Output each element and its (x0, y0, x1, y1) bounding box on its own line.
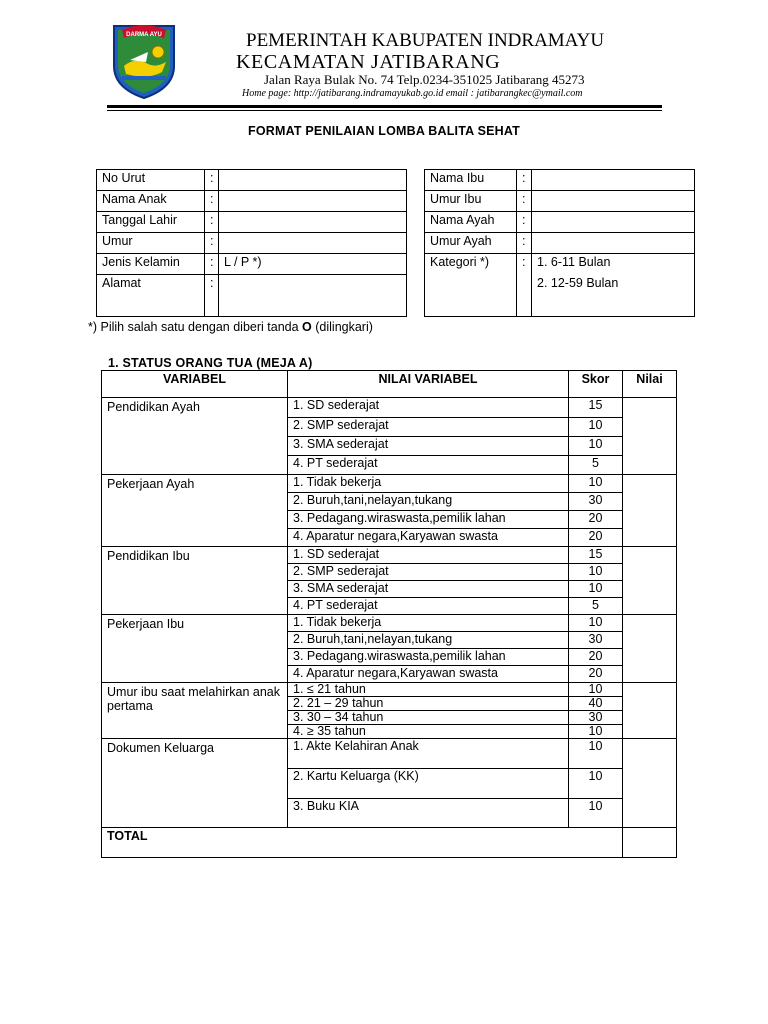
identity-row (97, 254, 695, 275)
option-cell: 2. 21 – 29 tahun (288, 697, 569, 711)
office-contact: Home page: http://jatibarang.indramayukab.go.id email : jatibarangkec@ymail.com (242, 88, 583, 99)
identity-row (97, 212, 695, 233)
kategori-field[interactable] (532, 254, 695, 317)
option-cell: 3. SMA sederajat (288, 437, 569, 456)
table-row (102, 739, 677, 769)
variable-cell: Pekerjaan Ibu (102, 615, 288, 683)
identity-colon: : (205, 191, 219, 212)
score-cell: 20 (569, 529, 623, 547)
score-cell: 10 (569, 475, 623, 493)
identity-label: Jenis Kelamin (97, 254, 205, 275)
option-cell: 2. SMP sederajat (288, 418, 569, 437)
score-cell: 40 (569, 697, 623, 711)
government-name: PEMERINTAH KABUPATEN INDRAMAYU (246, 30, 605, 51)
score-cell: 10 (569, 418, 623, 437)
identity-row (97, 170, 695, 191)
nilai-cell[interactable] (623, 615, 677, 683)
option-cell: 3. 30 – 34 tahun (288, 711, 569, 725)
option-cell: 4. Aparatur negara,Karyawan swasta (288, 529, 569, 547)
nama-ibu-field[interactable] (532, 170, 695, 191)
score-cell: 20 (569, 666, 623, 683)
option-cell: 2. Buruh,tani,nelayan,tukang (288, 493, 569, 511)
jenis-kelamin-field[interactable]: L / P *) (219, 254, 407, 275)
header-rule-thick (107, 105, 662, 108)
identity-colon: : (517, 254, 532, 317)
score-cell: 10 (569, 799, 623, 828)
identity-row (97, 233, 695, 254)
kategori-option[interactable]: 2. 12-59 Bulan (537, 276, 619, 290)
section-title: 1. STATUS ORANG TUA (MEJA A) (108, 356, 313, 370)
identity-colon: : (205, 275, 219, 317)
score-cell: 10 (569, 769, 623, 799)
footnote-suffix: (dilingkari) (311, 320, 373, 334)
variable-cell: Pendidikan Ayah (102, 398, 288, 475)
identity-label: Umur Ibu (425, 191, 517, 212)
option-cell: 4. Aparatur negara,Karyawan swasta (288, 666, 569, 683)
total-label: TOTAL (102, 828, 623, 858)
score-cell: 10 (569, 437, 623, 456)
option-cell: 4. PT sederajat (288, 456, 569, 475)
option-cell: 1. SD sederajat (288, 398, 569, 418)
score-cell: 5 (569, 598, 623, 615)
identity-colon: : (205, 233, 219, 254)
option-cell: 1. Tidak bekerja (288, 615, 569, 632)
column-header: VARIABEL (102, 371, 288, 398)
variable-cell: Pekerjaan Ayah (102, 475, 288, 547)
table-row (102, 547, 677, 564)
footnote-mark: O (302, 320, 312, 334)
identity-colon: : (205, 212, 219, 233)
identity-colon: : (517, 212, 532, 233)
option-cell: 3. SMA sederajat (288, 581, 569, 598)
variable-cell: Pendidikan Ibu (102, 547, 288, 615)
option-cell: 3. Pedagang.wiraswasta,pemilik lahan (288, 649, 569, 666)
nama-ayah-field[interactable] (532, 212, 695, 233)
identity-colon: : (205, 254, 219, 275)
score-cell: 10 (569, 615, 623, 632)
logo-lettering: DARMA AYU (126, 32, 162, 38)
option-cell: 2. Kartu Keluarga (KK) (288, 769, 569, 799)
tanggal-lahir-field[interactable] (219, 212, 407, 233)
option-cell: 2. Buruh,tani,nelayan,tukang (288, 632, 569, 649)
score-cell: 30 (569, 493, 623, 511)
no-urut-field[interactable] (219, 170, 407, 191)
score-cell: 20 (569, 511, 623, 529)
identity-label: Nama Ibu (425, 170, 517, 191)
score-cell: 30 (569, 632, 623, 649)
option-cell: 3. Pedagang.wiraswasta,pemilik lahan (288, 511, 569, 529)
footnote (88, 320, 373, 334)
column-header: Skor (569, 371, 623, 398)
identity-colon: : (517, 191, 532, 212)
identity-colon: : (205, 170, 219, 191)
nilai-cell[interactable] (623, 739, 677, 828)
identity-label: Alamat (97, 275, 205, 317)
identity-label: Nama Anak (97, 191, 205, 212)
column-header: Nilai (623, 371, 677, 398)
nilai-cell[interactable] (623, 683, 677, 739)
total-nilai-cell[interactable] (623, 828, 677, 858)
score-cell: 10 (569, 581, 623, 598)
score-cell: 10 (569, 739, 623, 769)
score-cell: 10 (569, 725, 623, 739)
score-cell: 10 (569, 564, 623, 581)
score-cell: 15 (569, 398, 623, 418)
alamat-field[interactable] (219, 275, 407, 317)
variable-cell: Umur ibu saat melahirkan anak pertama (102, 683, 288, 739)
identity-colon: : (517, 233, 532, 254)
total-row (102, 828, 677, 858)
nilai-cell[interactable] (623, 547, 677, 615)
identity-row (97, 191, 695, 212)
table-header-row (102, 371, 677, 398)
table-row (102, 683, 677, 697)
score-table (101, 370, 677, 858)
nilai-cell[interactable] (623, 475, 677, 547)
table-row (102, 615, 677, 632)
table-row (102, 398, 677, 418)
district-logo (108, 22, 180, 100)
score-cell: 20 (569, 649, 623, 666)
nama-anak-field[interactable] (219, 191, 407, 212)
option-cell: 4. ≥ 35 tahun (288, 725, 569, 739)
identity-label: Kategori *) (425, 254, 517, 317)
option-cell: 1. Tidak bekerja (288, 475, 569, 493)
option-cell: 4. PT sederajat (288, 598, 569, 615)
office-name: KECAMATAN JATIBARANG (236, 51, 501, 73)
option-cell: 1. ≤ 21 tahun (288, 683, 569, 697)
variable-cell: Dokumen Keluarga (102, 739, 288, 828)
umur-ibu-field[interactable] (532, 191, 695, 212)
header-rule-thin (107, 110, 662, 111)
score-cell: 10 (569, 683, 623, 697)
identity-gap (407, 170, 425, 317)
score-cell: 30 (569, 711, 623, 725)
identity-label: Umur (97, 233, 205, 254)
identity-table (96, 169, 695, 317)
identity-colon: : (517, 170, 532, 191)
form-title: FORMAT PENILAIAN LOMBA BALITA SEHAT (247, 124, 521, 138)
identity-label: Nama Ayah (425, 212, 517, 233)
score-cell: 15 (569, 547, 623, 564)
identity-label: Umur Ayah (425, 233, 517, 254)
table-row (102, 475, 677, 493)
score-cell: 5 (569, 456, 623, 475)
nilai-cell[interactable] (623, 398, 677, 475)
kategori-option[interactable]: 1. 6-11 Bulan (537, 255, 611, 269)
footnote-prefix: *) Pilih salah satu dengan diberi tanda (88, 320, 303, 334)
office-address: Jalan Raya Bulak No. 74 Telp.0234-351025 Jatibarang 45273 (264, 72, 585, 87)
option-cell: 2. SMP sederajat (288, 564, 569, 581)
umur-ayah-field[interactable] (532, 233, 695, 254)
umur-field[interactable] (219, 233, 407, 254)
identity-label: No Urut (97, 170, 205, 191)
option-cell: 1. Akte Kelahiran Anak (288, 739, 569, 769)
column-header: NILAI VARIABEL (288, 371, 569, 398)
option-cell: 1. SD sederajat (288, 547, 569, 564)
identity-label: Tanggal Lahir (97, 212, 205, 233)
option-cell: 3. Buku KIA (288, 799, 569, 828)
